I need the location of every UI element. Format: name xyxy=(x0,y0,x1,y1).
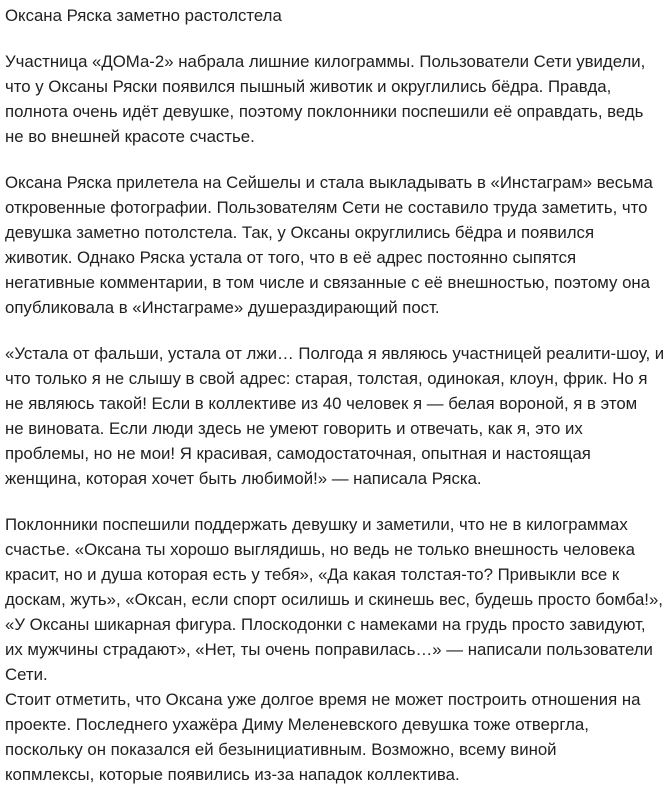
text-line: проблемы, но не мои! Я красивая, самодостаточная, опытная и настоящая xyxy=(5,444,591,463)
text-line: полнота очень идёт девушке, поэтому поклонники поспешили её оправдать, ведь xyxy=(5,102,644,121)
text-line: Поклонники поспешили поддержать девушку и заметили, что не в килограммах xyxy=(5,515,628,534)
paragraph xyxy=(5,341,670,491)
text-line: женщина, которая хочет быть любимой!» — написала Ряска. xyxy=(5,469,482,488)
paragraph xyxy=(5,512,670,687)
text-line: Сети. xyxy=(5,665,48,684)
text-line: животик. Однако Ряска устала от того, что в её адрес постоянно сыпятся xyxy=(5,248,577,267)
text-line: не во внешней красоте счастье. xyxy=(5,127,255,146)
text-line: «Устала от фальши, устала от лжи… Полгода я являюсь участницей реалити-шоу, и xyxy=(5,344,665,363)
text-line: их мужчины страдают», «Нет, ты очень поправилась…» — написали пользователи xyxy=(5,640,653,659)
text-line: что только я не слышу в свой адрес: старая, толстая, одинокая, клоун, фрик. Но я xyxy=(5,369,648,388)
text-line: не являюсь такой! Если в коллективе из 40 человек я — белая вороной, я в этом xyxy=(5,394,638,413)
article-body xyxy=(5,49,670,787)
text-line: откровенные фотографии. Пользователям Сети не составило труда заметить, что xyxy=(5,198,648,217)
text-line: «У Оксаны шикарная фигура. Плоскодонки с намеками на грудь просто завидуют, xyxy=(5,615,646,634)
text-line: Участница «ДОМа-2» набрала лишние килограммы. Пользователи Сети увидели, xyxy=(5,52,646,71)
text-line: негативные комментарии, в том числе и связанные с её внешностью, поэтому она xyxy=(5,273,650,292)
article-title: Оксана Ряска заметно растолстела xyxy=(5,6,282,25)
text-line: не виновата. Если люди здесь не умеют говорить и отвечать, как я, это их xyxy=(5,419,583,438)
text-line: Стоит отметить, что Оксана уже долгое время не может построить отношения на xyxy=(5,690,641,709)
text-line: опубликовала в «Инстаграме» душераздирающий пост. xyxy=(5,298,440,317)
text-line: счастье. «Оксана ты хорошо выглядишь, но ведь не только внешность человека xyxy=(5,540,635,559)
paragraph xyxy=(5,687,670,787)
paragraph xyxy=(5,49,670,149)
text-line: доскам, жуть», «Оксан, если спорт осилишь и скинешь вес, будешь просто бомба!», xyxy=(5,590,663,609)
text-line: девушка заметно потолстела. Так, у Оксаны округлились бёдра и появился xyxy=(5,223,595,242)
text-line: красит, но и душа которая есть у тебя», «Да какая толстая-то? Привыкли все к xyxy=(5,565,620,584)
text-line: что у Оксаны Ряски появился пышный животик и округлились бёдра. Правда, xyxy=(5,77,612,96)
text-line: проекте. Последнего ухажёра Диму Меленевского девушка тоже отвергла, xyxy=(5,715,589,734)
paragraph xyxy=(5,170,670,320)
text-line: поскольку он показался ей безынициативным. Возможно, всему виной xyxy=(5,740,557,759)
text-line: копмлексы, которые появились из-за нападок коллектива. xyxy=(5,765,460,784)
text-line: Оксана Ряска прилетела на Сейшелы и стала выкладывать в «Инстаграм» весьма xyxy=(5,173,653,192)
